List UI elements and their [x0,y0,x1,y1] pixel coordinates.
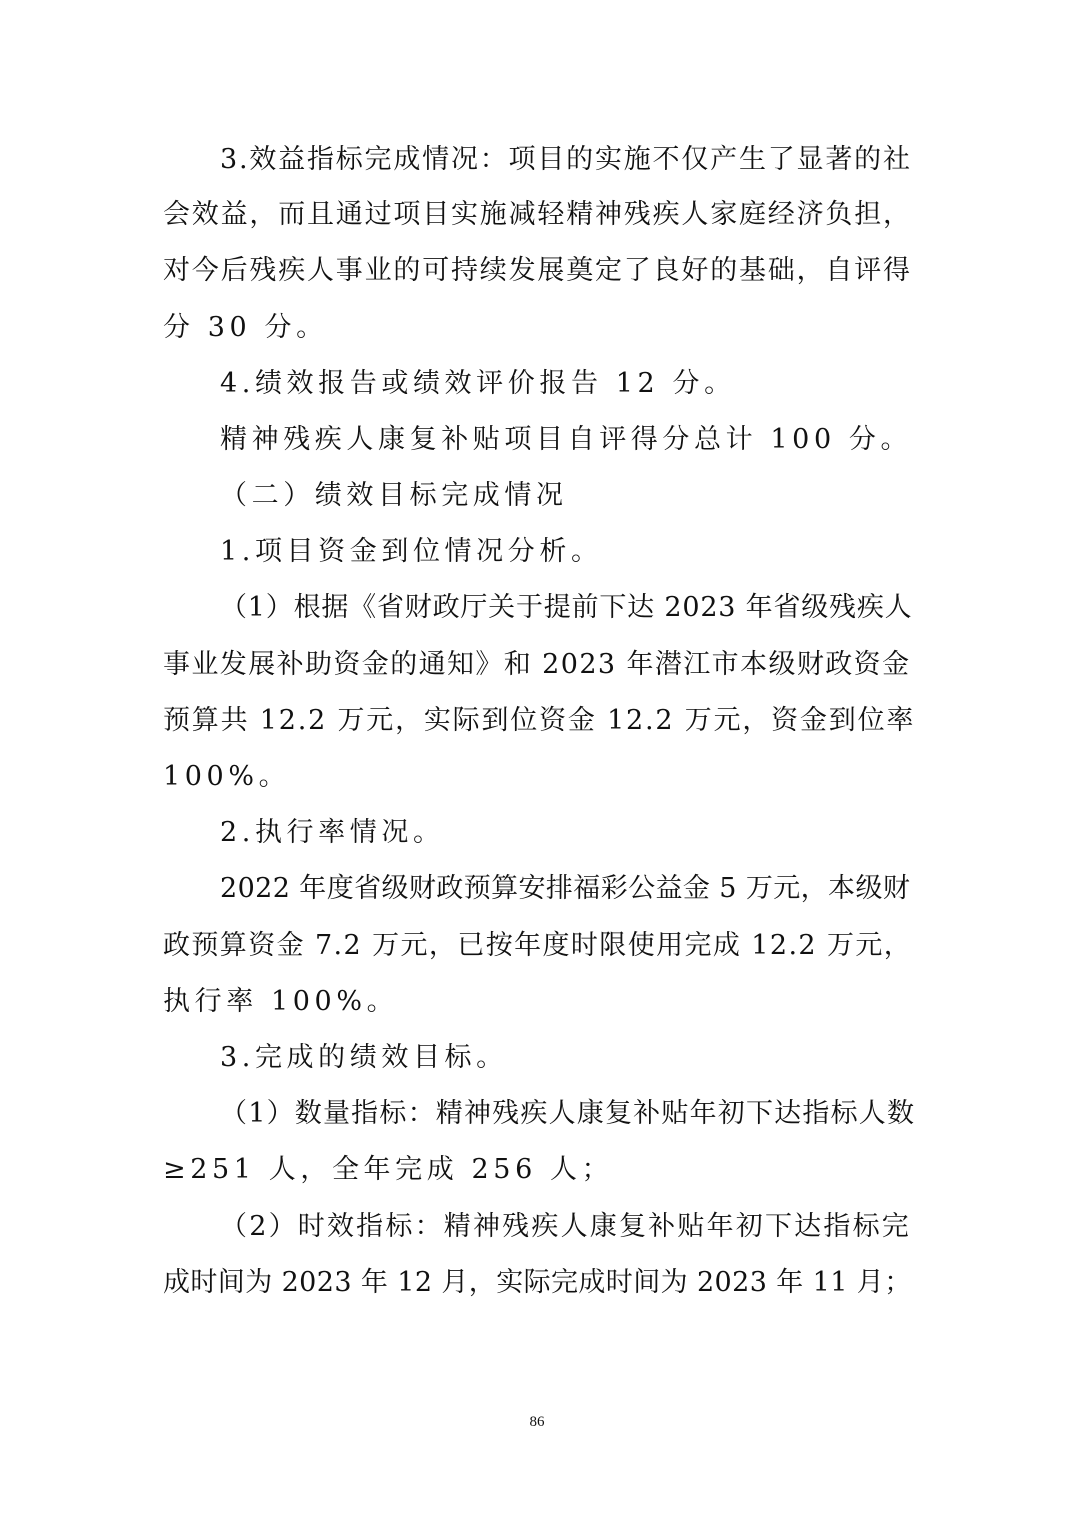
text-line: （1）数量指标：精神残疾人康复补贴年初下达指标人数 [220,1098,916,1129]
text-line: 预算共 12.2 万元，实际到位资金 12.2 万元，资金到位率 [163,705,916,736]
text-line: 分 30 分。 [163,312,328,343]
text-line: 对今后残疾人事业的可持续发展奠定了良好的基础，自评得 [163,255,912,286]
text-line: （2）时效指标：精神残疾人康复补贴年初下达指标完 [220,1211,911,1242]
text-line: 3.完成的绩效目标。 [220,1042,508,1073]
text-line: 精神残疾人康复补贴项目自评得分总计 100 分。 [220,424,913,455]
text-line: 会效益，而且通过项目实施减轻精神残疾人家庭经济负担， [163,199,912,230]
text-line: 政预算资金 7.2 万元，已按年度时限使用完成 12.2 万元， [163,930,913,961]
text-line: 100%。 [163,761,291,792]
page-number: 86 [529,1414,545,1430]
text-line: ≥251 人，全年完成 256 人； [163,1154,614,1185]
text-line: 成时间为 2023 年 12 月，实际完成时间为 2023 年 11 月； [163,1267,912,1298]
text-line: 2022 年度省级财政预算安排福彩公益金 5 万元，本级财 [220,873,911,904]
text-line: 3.效益指标完成情况：项目的实施不仅产生了显著的社 [220,144,912,175]
text-line: 2.执行率情况。 [220,817,445,848]
text-line: 1.项目资金到位情况分析。 [220,536,603,567]
text-line: （1）根据《省财政厅关于提前下达 2023 年省级残疾人 [220,592,913,623]
section-heading: （二）绩效目标完成情况 [220,480,568,511]
text-line: 4.绩效报告或绩效评价报告 12 分。 [220,368,736,399]
text-line: 执行率 100%。 [163,986,399,1017]
text-line: 事业发展补助资金的通知》和 2023 年潜江市本级财政资金 [163,649,911,680]
